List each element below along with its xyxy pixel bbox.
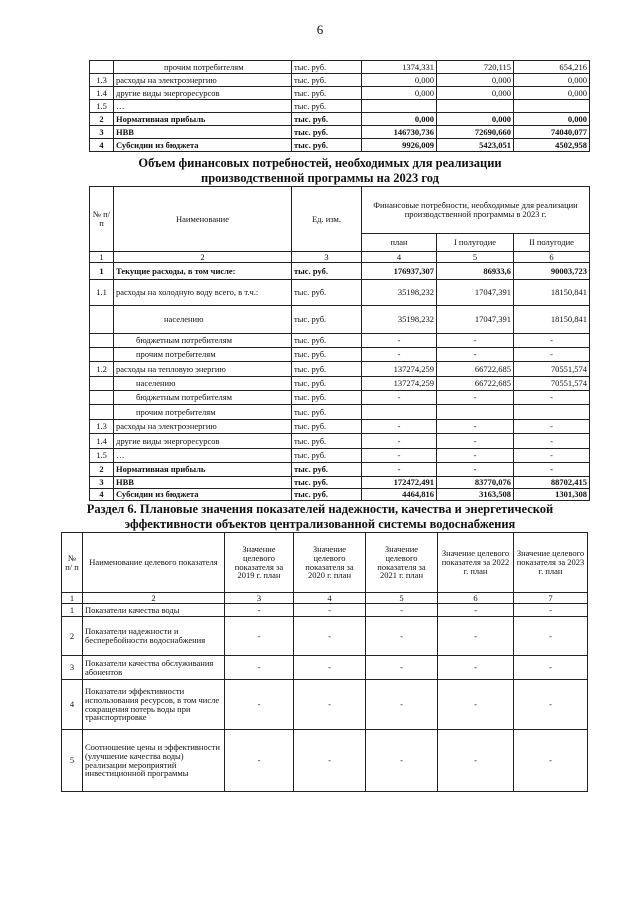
row-unit: тыс. руб. [292,87,362,100]
row-num [90,61,114,74]
column-number: 2 [83,593,225,604]
header-name: Наименование целевого показателя [83,533,225,593]
row-value: - [438,604,514,617]
table-row [90,100,590,113]
row-value-h2: 88702,415 [514,477,590,489]
row-num [90,334,114,348]
finance-needs-heading [0,156,640,186]
finance-needs-table [89,186,590,501]
table-row [90,334,590,348]
row-value-h1: 72690,660 [437,126,514,139]
header-unit: Ед. изм. [292,187,362,252]
row-name: расходы на электроэнергию [114,420,292,434]
header-num: № п/п [90,187,114,252]
row-num: 3 [62,656,83,680]
row-value-plan: 176937,307 [362,263,437,280]
row-name: Текущие расходы, в том числе: [114,263,292,280]
row-value: - [366,604,438,617]
row-value-plan [362,100,437,113]
row-name: населению [114,306,292,334]
row-value-h1: 0,000 [437,113,514,126]
row-value-h1: - [437,348,514,362]
header-year-value: Значение целевого показателя за 2019 г. план [225,533,294,593]
header-year-value: Значение целевого показателя за 2023 г. план [514,533,588,593]
row-name: другие виды энергоресурсов [114,434,292,449]
row-num: 1.2 [90,362,114,377]
row-name: расходы на тепловую энергию [114,362,292,377]
row-unit: тыс. руб. [292,100,362,113]
row-value: - [366,617,438,656]
section6-heading-line1: Раздел 6. Плановые значения показателей надежности, качества и энергетической [86,502,554,516]
row-value-h1 [437,100,514,113]
row-unit: тыс. руб. [292,113,362,126]
row-value-h1: 720,115 [437,61,514,74]
table-row [90,463,590,477]
row-value-h1: - [437,334,514,348]
row-value-h1: 66722,685 [437,377,514,391]
row-value-h2 [514,405,590,420]
table-row [90,74,590,87]
row-value-plan: - [362,449,437,463]
row-name: НВВ [114,126,292,139]
row-value: - [366,656,438,680]
row-value: - [438,617,514,656]
row-value: - [294,730,366,792]
row-unit: тыс. руб. [292,362,362,377]
table-row [90,391,590,405]
row-unit: тыс. руб. [292,434,362,449]
row-value: - [294,604,366,617]
row-value-h2: 18150,841 [514,280,590,306]
row-name: Показатели надежности и бесперебойности водоснабжения [83,617,225,656]
row-value-h2 [514,100,590,113]
row-value: - [514,730,588,792]
row-num: 4 [62,680,83,730]
row-value: - [366,730,438,792]
row-name: прочим потребителям [114,348,292,362]
row-value: - [225,730,294,792]
row-value-h1: 86933,6 [437,263,514,280]
row-value-h1: 5423,051 [437,139,514,152]
row-value-plan: - [362,391,437,405]
header-name: Наименование [114,187,292,252]
row-value-h2: 70551,574 [514,377,590,391]
row-unit: тыс. руб. [292,463,362,477]
row-value: - [366,680,438,730]
row-unit: тыс. руб. [292,420,362,434]
row-value-h1: 17047,391 [437,306,514,334]
row-value-plan: 0,000 [362,87,437,100]
row-name: бюджетным потребителям [114,334,292,348]
row-unit: тыс. руб. [292,306,362,334]
row-value-h2: - [514,449,590,463]
row-value-plan: 35198,232 [362,306,437,334]
row-name: прочим потребителям [114,405,292,420]
row-unit: тыс. руб. [292,489,362,501]
table-row [90,126,590,139]
top-finance-table [89,60,590,152]
table-row [90,489,590,501]
row-value-h1: - [437,420,514,434]
row-value-plan: - [362,420,437,434]
row-num: 1.5 [90,100,114,113]
finance-needs-heading-line2: производственной программы на 2023 год [201,171,439,185]
column-numbers-row [90,252,590,263]
row-name: другие виды энергоресурсов [114,87,292,100]
row-value-h2: - [514,463,590,477]
section6-heading-line2: эффективности объектов централизованной системы водоснабжения [124,517,516,531]
row-value-plan [362,405,437,420]
row-value-plan: 0,000 [362,113,437,126]
row-value-h2: - [514,334,590,348]
row-unit: тыс. руб. [292,391,362,405]
row-value: - [438,730,514,792]
row-value-h1: - [437,463,514,477]
table-row [90,139,590,152]
row-value-h2: 70551,574 [514,362,590,377]
row-value-h1: - [437,449,514,463]
row-num: 2 [62,617,83,656]
table-row [90,434,590,449]
row-name: … [114,100,292,113]
row-num: 3 [90,477,114,489]
row-name: Субсидии из бюджета [114,489,292,501]
column-number: 6 [438,593,514,604]
table-row [62,730,588,792]
row-value-h1: - [437,391,514,405]
table-row [62,617,588,656]
table-row [90,61,590,74]
row-num: 1 [62,604,83,617]
row-name: прочим потребителям [114,61,292,74]
row-value-plan: - [362,463,437,477]
row-value-plan: 172472,491 [362,477,437,489]
row-value-plan: - [362,434,437,449]
row-unit: тыс. руб. [292,449,362,463]
row-unit: тыс. руб. [292,61,362,74]
row-num: 1.3 [90,420,114,434]
row-value: - [514,656,588,680]
row-value-plan: 35198,232 [362,280,437,306]
row-value-plan: 1374,331 [362,61,437,74]
column-number: 3 [225,593,294,604]
table-row [62,680,588,730]
row-num: 3 [90,126,114,139]
table-row [90,377,590,391]
row-value-plan: - [362,348,437,362]
row-value-h2: - [514,348,590,362]
row-num: 5 [62,730,83,792]
column-number: 1 [90,252,114,263]
row-num [90,377,114,391]
row-name: расходы на холодную воду всего, в т.ч.: [114,280,292,306]
indicators-header-row [62,533,588,593]
row-name: … [114,449,292,463]
row-name: Нормативная прибыль [114,463,292,477]
header-num: № п/ п [62,533,83,593]
row-value-h1: 0,000 [437,74,514,87]
row-name: населению [114,377,292,391]
header-plan: план [362,234,437,252]
row-unit: тыс. руб. [292,377,362,391]
header-year-value: Значение целевого показателя за 2020 г. план [294,533,366,593]
row-value: - [514,617,588,656]
row-unit: тыс. руб. [292,477,362,489]
table-row [90,477,590,489]
row-value: - [294,617,366,656]
column-number: 2 [114,252,292,263]
row-value-h2: 654,216 [514,61,590,74]
column-number: 5 [366,593,438,604]
row-unit: тыс. руб. [292,74,362,87]
row-unit: тыс. руб. [292,139,362,152]
column-number: 6 [514,252,590,263]
row-name: Соотношение цены и эффективности (улучшение качества воды) реализации мероприятий инвестиционной программы [83,730,225,792]
row-num: 4 [90,139,114,152]
row-value-h1: 0,000 [437,87,514,100]
table-row [90,420,590,434]
row-num: 1 [90,263,114,280]
row-value-h2: 0,000 [514,87,590,100]
row-num: 2 [90,463,114,477]
row-value-h2: 0,000 [514,74,590,87]
row-value-h1 [437,405,514,420]
table-row [90,306,590,334]
row-value-h1: - [437,434,514,449]
row-name: НВВ [114,477,292,489]
row-value-plan: - [362,334,437,348]
table-row [90,362,590,377]
row-unit: тыс. руб. [292,334,362,348]
row-value: - [514,680,588,730]
row-value-plan: 9926,009 [362,139,437,152]
section6-heading [0,502,640,532]
row-value-h2: 4502,958 [514,139,590,152]
row-unit: тыс. руб. [292,263,362,280]
row-value: - [294,680,366,730]
header-group: Финансовые потребности, необходимые для реализации производственной программы в 2023 г. [362,187,590,234]
row-unit: тыс. руб. [292,348,362,362]
row-num: 2 [90,113,114,126]
row-value: - [225,680,294,730]
row-name: расходы на электроэнергию [114,74,292,87]
table-row [90,87,590,100]
column-number: 3 [292,252,362,263]
row-value-h2: 18150,841 [514,306,590,334]
row-value-plan: 0,000 [362,74,437,87]
row-value-plan: 137274,259 [362,362,437,377]
row-value-h1: 83770,076 [437,477,514,489]
table-row [90,113,590,126]
row-unit: тыс. руб. [292,405,362,420]
page-number: 6 [316,22,324,37]
table-row [62,604,588,617]
row-num [90,391,114,405]
column-number: 4 [362,252,437,263]
row-name: бюджетным потребителям [114,391,292,405]
row-value: - [294,656,366,680]
row-value-h2: - [514,434,590,449]
row-value-h2: 0,000 [514,113,590,126]
row-value-plan: 146730,736 [362,126,437,139]
finance-needs-heading-line1: Объем финансовых потребностей, необходимых для реализации [138,156,502,170]
row-name: Показатели качества обслуживания абонентов [83,656,225,680]
row-name: Нормативная прибыль [114,113,292,126]
row-value: - [225,656,294,680]
row-num: 1.5 [90,449,114,463]
row-value: - [225,604,294,617]
row-num: 1.4 [90,87,114,100]
column-number: 5 [437,252,514,263]
column-number: 7 [514,593,588,604]
table-row [90,348,590,362]
row-value-h1: 3163,508 [437,489,514,501]
indicators-table [61,532,588,792]
header-year-value: Значение целевого показателя за 2021 г. план [366,533,438,593]
row-value: - [225,617,294,656]
row-value-h1: 17047,391 [437,280,514,306]
row-value-h2: 74040,077 [514,126,590,139]
row-value: - [438,680,514,730]
table-row [90,280,590,306]
header-half2: II полугодие [514,234,590,252]
row-value-h2: - [514,420,590,434]
row-unit: тыс. руб. [292,280,362,306]
column-number: 4 [294,593,366,604]
row-num [90,348,114,362]
row-num [90,405,114,420]
table-row [90,263,590,280]
row-num [90,306,114,334]
row-num: 1.4 [90,434,114,449]
row-unit: тыс. руб. [292,126,362,139]
row-name: Субсидии из бюджета [114,139,292,152]
row-num: 1.1 [90,280,114,306]
row-value-h2: 1301,308 [514,489,590,501]
row-name: Показатели эффективности использования ресурсов, в том числе сокращения потерь воды при транспортировке [83,680,225,730]
row-value-plan: 137274,259 [362,377,437,391]
table-row [62,656,588,680]
row-num: 4 [90,489,114,501]
row-name: Показатели качества воды [83,604,225,617]
header-half1: I полугодие [437,234,514,252]
column-number: 1 [62,593,83,604]
row-value-plan: 4464,816 [362,489,437,501]
table-row [90,405,590,420]
row-value-h2: - [514,391,590,405]
row-value: - [438,656,514,680]
row-num: 1.3 [90,74,114,87]
table-row [90,449,590,463]
column-numbers-row [62,593,588,604]
row-value-h1: 66722,685 [437,362,514,377]
row-value-h2: 90003,723 [514,263,590,280]
row-value: - [514,604,588,617]
header-year-value: Значение целевого показателя за 2022 г. план [438,533,514,593]
